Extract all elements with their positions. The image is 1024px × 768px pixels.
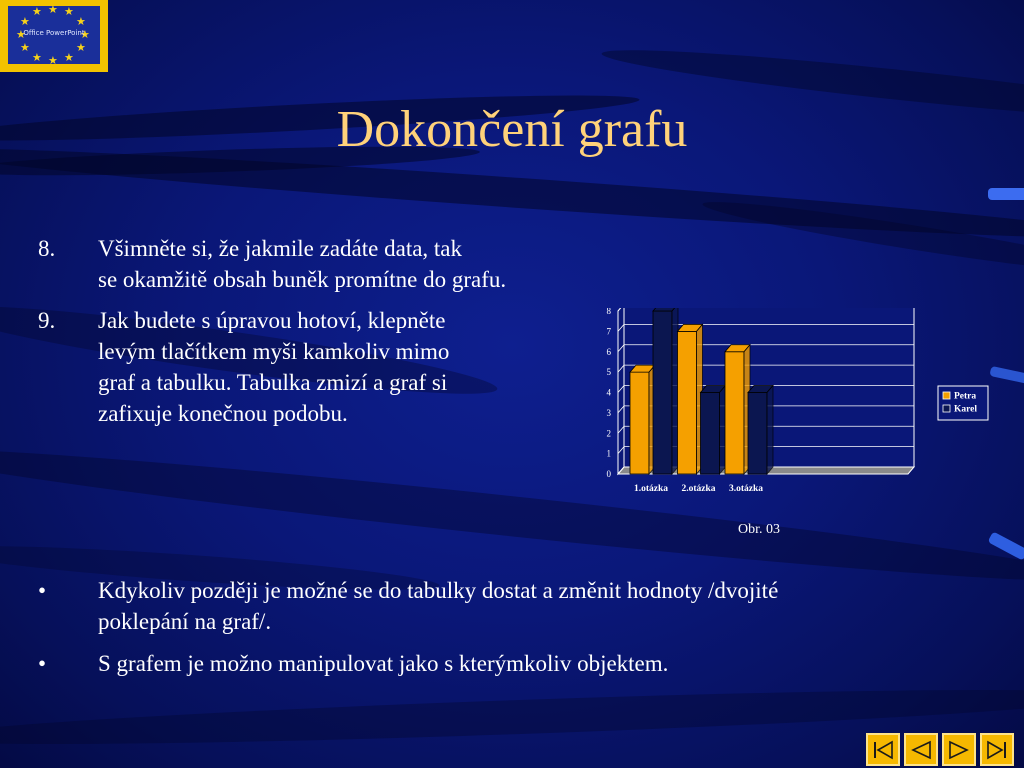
slide-navigation — [866, 733, 1018, 766]
x-tick-label: 2.otázka — [681, 484, 716, 494]
y-tick-label: 3 — [606, 407, 611, 418]
bullet-text-line: S grafem je možno manipulovat jako s kterýmkoliv objektem. — [98, 651, 669, 676]
item-text-line: graf a tabulku. Tabulka zmizí a graf si — [98, 370, 448, 395]
y-tick-label: 1 — [606, 448, 611, 459]
figure-caption: Obr. 03 — [738, 522, 780, 537]
last-slide-button[interactable] — [980, 733, 1014, 766]
last-slide-icon — [984, 738, 1010, 762]
item-text-line: Jak budete s úpravou hotoví, klepněte — [98, 308, 446, 333]
item-text-line: se okamžitě obsah buněk promítne do grafu. — [98, 267, 507, 292]
bar-chart[interactable] — [596, 308, 996, 498]
bar-side — [720, 386, 726, 475]
bar — [678, 331, 697, 474]
next-slide-button[interactable] — [942, 733, 976, 766]
y-tick-label: 5 — [606, 367, 611, 378]
y-tick-label: 8 — [606, 308, 611, 316]
first-slide-icon — [870, 738, 896, 762]
legend-swatch — [943, 392, 950, 399]
slide-title: Dokončení grafu — [336, 101, 688, 158]
x-tick-label: 3.otázka — [728, 484, 764, 494]
bullet-marker: • — [38, 651, 47, 676]
item-text-line: zafixuje konečnou podobu. — [98, 401, 348, 426]
bar — [701, 393, 720, 475]
bar — [725, 352, 744, 474]
item-number: 8. — [38, 236, 56, 261]
next-slide-icon — [946, 738, 972, 762]
bullet-text-line: Kdykoliv později je možné se do tabulky dostat a změnit hodnoty /dvojité — [98, 578, 779, 603]
bar-side — [672, 308, 678, 474]
legend-swatch — [943, 405, 950, 412]
y-tick-label: 0 — [606, 469, 611, 479]
y-tick-label: 2 — [606, 428, 611, 439]
logo-caption: Office PowerPoint — [23, 29, 85, 37]
bar — [630, 372, 649, 474]
bullet-marker: • — [38, 578, 47, 603]
item-text-line: levým tlačítkem myši kamkoliv mimo — [98, 339, 450, 364]
x-tick-label: 1.otázka — [633, 484, 669, 494]
first-slide-button[interactable] — [866, 733, 900, 766]
previous-slide-icon — [908, 738, 934, 762]
item-text-line: Všimněte si, že jakmile zadáte data, tak — [98, 236, 463, 261]
legend-label: Petra — [954, 391, 977, 402]
previous-slide-button[interactable] — [904, 733, 938, 766]
bar-side — [767, 386, 773, 475]
bar — [653, 311, 672, 474]
y-tick-label: 4 — [606, 387, 611, 398]
legend-label: Karel — [954, 404, 978, 415]
y-tick-label: 6 — [606, 346, 611, 357]
background-accent — [988, 188, 1024, 200]
eu-stars-logo-icon: ★ ★ ★ ★ ★ ★ ★ ★ ★ ★ ★ ★ Office PowerPoint — [0, 0, 108, 72]
item-number: 9. — [38, 308, 56, 333]
y-tick-label: 7 — [606, 326, 611, 337]
bar — [748, 393, 767, 475]
bullet-text-line: poklepání na graf/. — [98, 609, 272, 634]
